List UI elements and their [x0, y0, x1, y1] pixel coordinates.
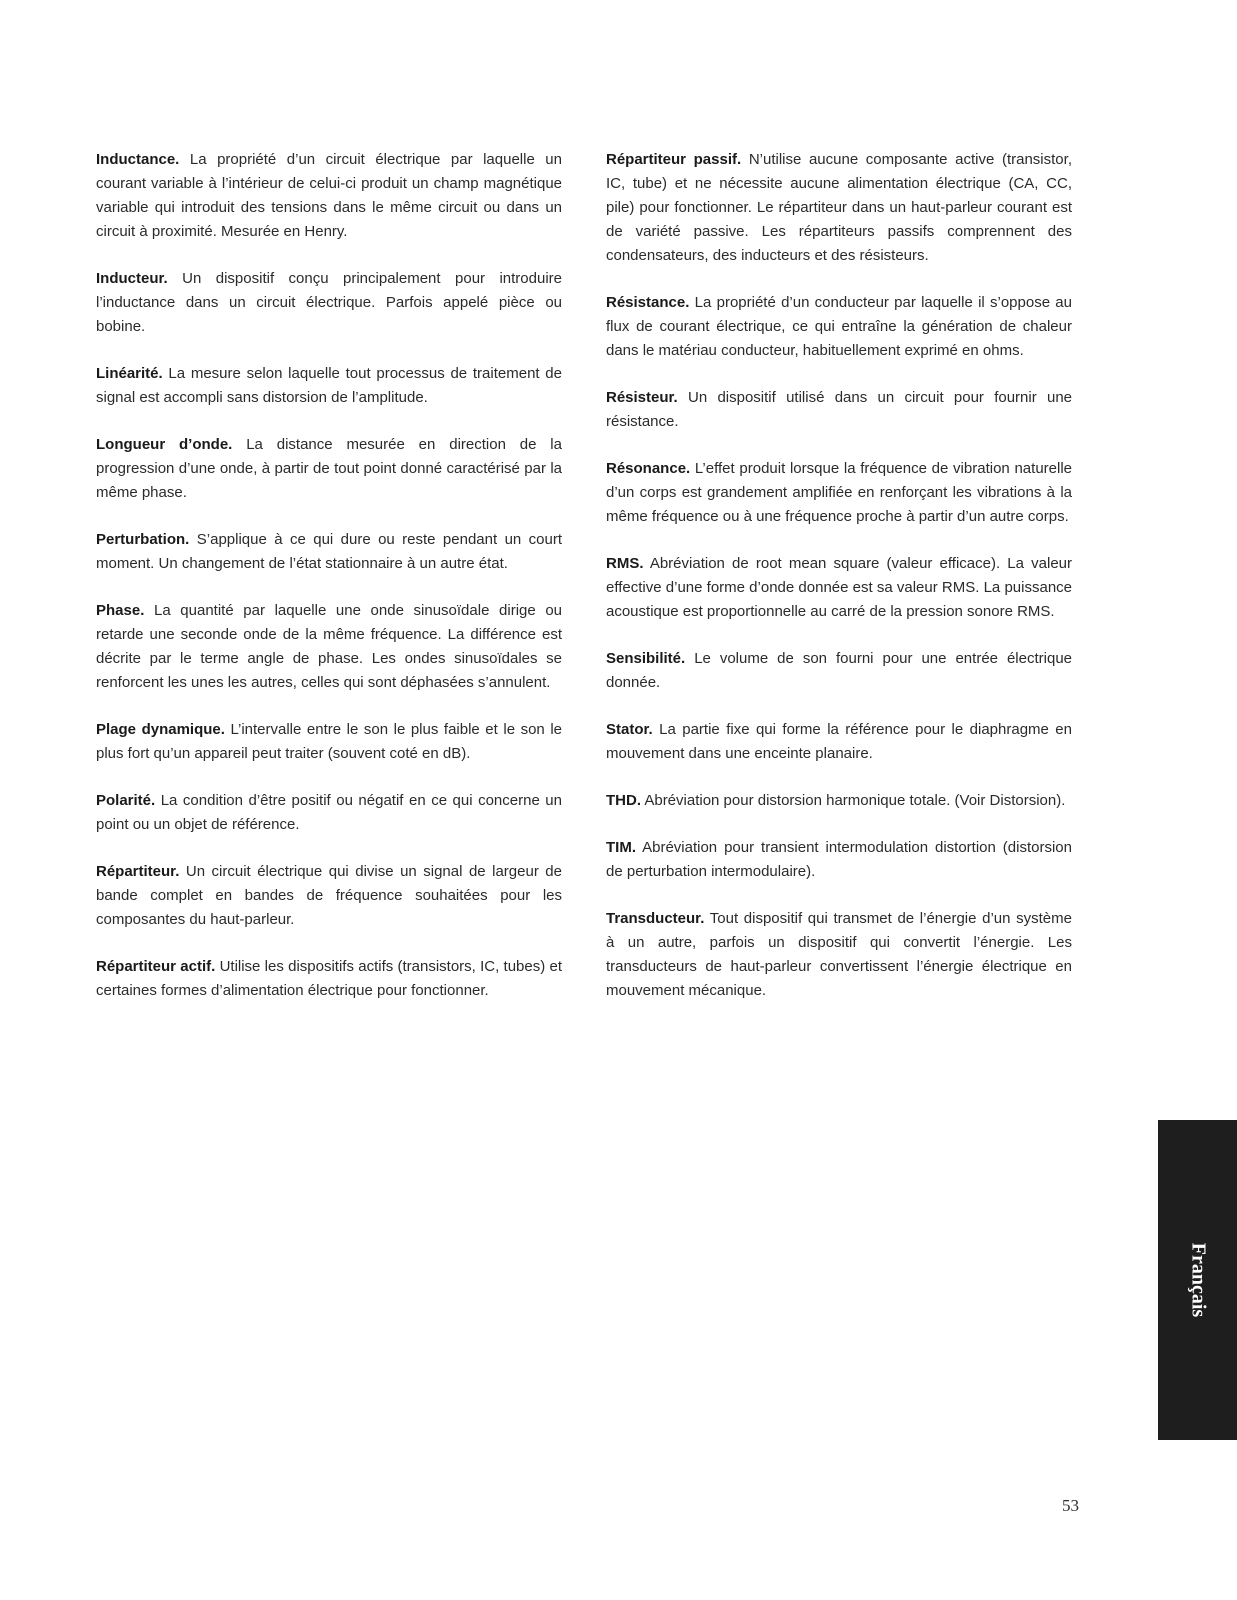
glossary-definition: La partie fixe qui forme la référence pour le diaphragme en mouvement dans une enceinte planaire.	[606, 721, 1072, 762]
glossary-right-column	[606, 148, 1072, 1026]
glossary-term: Transducteur.	[606, 910, 705, 927]
glossary-definition: L’effet produit lorsque la fréquence de vibration naturelle d’un corps est grandement amplifiée en renforçant les vibrations à la même fréquence ou à une fréquence proche à partir d’un autre corps.	[606, 460, 1073, 525]
glossary-definition: Abréviation de root mean square (valeur efficace). La valeur effective d’une forme d’onde donnée est sa valeur RMS. La puissance acoustique est proportionnelle au carré de la pression sonore RMS.	[606, 555, 1072, 620]
glossary-entry	[606, 907, 1072, 1003]
glossary-term: TIM.	[606, 839, 636, 856]
glossary-entry	[96, 267, 562, 339]
glossary-definition: Un dispositif utilisé dans un circuit pour fournir une résistance.	[606, 389, 1073, 430]
glossary-entry	[606, 291, 1072, 363]
glossary-entry	[96, 362, 562, 410]
glossary-definition: La mesure selon laquelle tout processus de traitement de signal est accompli sans distorsion de l’amplitude.	[96, 365, 562, 406]
glossary-term: Phase.	[96, 602, 145, 619]
glossary-term: Stator.	[606, 721, 653, 738]
glossary-definition: S’applique à ce qui dure ou reste pendant un court moment. Un changement de l’état stationnaire à un autre état.	[96, 531, 563, 572]
glossary-entry	[606, 457, 1072, 529]
glossary-definition: Un dispositif conçu principalement pour introduire l’inductance dans un circuit électrique. Parfois appelé pièce ou bobine.	[96, 270, 563, 335]
glossary-term: Linéarité.	[96, 365, 163, 382]
glossary-term: THD.	[606, 792, 641, 809]
glossary-entry	[606, 386, 1072, 434]
glossary-left-column	[96, 148, 562, 1026]
glossary-definition: N’utilise aucune composante active (transistor, IC, tube) et ne nécessite aucune alimentation électrique (CA, CC, pile) pour fonctionner. Le répartiteur dans un haut-parleur courant est de variété passive. Les répartiteurs passifs comprennent des condensateurs, des inducteurs et des résisteurs.	[606, 151, 1072, 264]
glossary-definition: Le volume de son fourni pour une entrée électrique donnée.	[606, 650, 1073, 691]
glossary-entry	[606, 718, 1072, 766]
glossary-entry	[606, 647, 1072, 695]
glossary-term: Plage dynamique.	[96, 721, 225, 738]
glossary-entry	[606, 148, 1072, 268]
glossary-definition: Utilise les dispositifs actifs (transistors, IC, tubes) et certaines formes d’alimentation électrique pour fonctionner.	[96, 958, 562, 999]
glossary-term: Perturbation.	[96, 531, 190, 548]
glossary-term: RMS.	[606, 555, 644, 572]
glossary-entry	[96, 955, 562, 1003]
glossary-definition: Abréviation pour transient intermodulation distortion (distorsion de perturbation intermodulaire).	[606, 839, 1072, 880]
glossary-entry	[96, 718, 562, 766]
glossary-entry	[96, 148, 562, 244]
glossary-entry	[606, 552, 1072, 624]
glossary-entry	[96, 599, 562, 695]
language-tab-label: Français	[1187, 1242, 1209, 1318]
glossary-entry	[96, 433, 562, 505]
glossary-term: Résonance.	[606, 460, 691, 477]
glossary-definition: L’intervalle entre le son le plus faible et le son le plus fort qu’un appareil peut traiter (souvent coté en dB).	[96, 721, 562, 762]
glossary-definition: Un circuit électrique qui divise un signal de largeur de bande complet en bandes de fréquence souhaitées pour les composantes du haut-parleur.	[96, 863, 562, 928]
glossary-entry	[96, 528, 562, 576]
glossary-definition: Tout dispositif qui transmet de l’énergie d’un système à un autre, parfois un dispositif qui convertit l’énergie. Les transducteurs de haut-parleur convertissent l’énergie électrique en mouvement mécanique.	[606, 910, 1072, 999]
glossary-term: Résistance.	[606, 294, 690, 311]
page-number: 53	[1062, 1496, 1079, 1515]
glossary-term: Longueur d’onde.	[96, 436, 233, 453]
glossary-entry	[96, 860, 562, 932]
glossary-definition: La quantité par laquelle une onde sinusoïdale dirige ou retarde une seconde onde de la même fréquence. La différence est décrite par le terme angle de phase. Les ondes sinusoïdales se renforcent les unes les autres, celles qui sont déphasées s’annulent.	[96, 602, 563, 691]
glossary-definition: La condition d’être positif ou négatif en ce qui concerne un point ou un objet de référence.	[96, 792, 562, 833]
language-side-tab	[1158, 1120, 1237, 1440]
glossary-definition: Abréviation pour distorsion harmonique totale. (Voir Distorsion).	[644, 792, 1066, 809]
glossary-term: Inductance.	[96, 151, 180, 168]
glossary-term: Résisteur.	[606, 389, 678, 406]
glossary-term: Polarité.	[96, 792, 156, 809]
glossary-term: Inducteur.	[96, 270, 168, 287]
glossary-definition: La propriété d’un circuit électrique par laquelle un courant variable à l’intérieur de celui-ci produit un champ magnétique variable qui introduit des tensions dans le même circuit ou dans un circuit à proximité. Mesurée en Henry.	[96, 151, 562, 240]
glossary-definition: La propriété d’un conducteur par laquelle il s’oppose au flux de courant électrique, ce qui entraîne la génération de chaleur dans le matériau conducteur, habituellement exprimé en ohms.	[606, 294, 1072, 359]
glossary-term: Répartiteur passif.	[606, 151, 742, 168]
glossary-term: Répartiteur actif.	[96, 958, 216, 975]
glossary-entry	[606, 836, 1072, 884]
glossary-entry	[96, 789, 562, 837]
glossary-entry	[606, 789, 1072, 813]
glossary-definition: La distance mesurée en direction de la progression d’une onde, à partir de tout point donné caractérisé par la même phase.	[96, 436, 562, 501]
glossary-term: Répartiteur.	[96, 863, 180, 880]
glossary-term: Sensibilité.	[606, 650, 686, 667]
